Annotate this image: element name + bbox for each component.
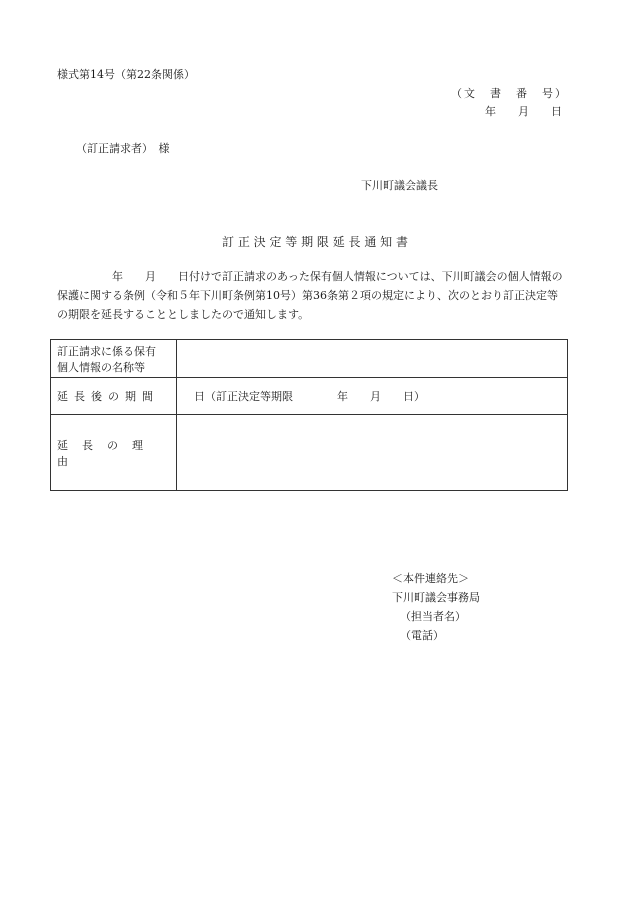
contact-block bbox=[392, 569, 480, 645]
header-text: 延長の理由 bbox=[57, 438, 157, 468]
header-text: 訂正請求に係る保有 bbox=[57, 344, 156, 358]
body-paragraph bbox=[57, 267, 572, 324]
extended-period-value: 日（訂正決定等期限 年 月 日） bbox=[177, 378, 568, 415]
contact-phone: （電話） bbox=[400, 629, 444, 642]
recipient: （訂正請求者） 様 bbox=[76, 142, 170, 155]
info-table bbox=[50, 339, 568, 491]
header-line bbox=[57, 343, 170, 359]
record-name-value bbox=[177, 340, 568, 378]
document-date: 年 月 日 bbox=[485, 105, 562, 118]
header-text: 延長後の期間 bbox=[57, 390, 159, 403]
table-row bbox=[51, 415, 568, 491]
body-line: 保護に関する条例（令和５年下川町条例第10号）第36条第２項の規定により、次のとおり訂正決定等 bbox=[57, 289, 558, 302]
row-header-reason bbox=[51, 415, 177, 491]
contact-office: 下川町議会事務局 bbox=[392, 591, 480, 604]
header-text: 個人情報の名称等 bbox=[57, 360, 145, 374]
row-header-extended-period bbox=[51, 378, 177, 415]
contact-heading: ＜本件連絡先＞ bbox=[392, 572, 469, 585]
table-row bbox=[51, 378, 568, 415]
contact-person: （担当者名） bbox=[400, 610, 466, 623]
table-row bbox=[51, 340, 568, 378]
body-line: の期限を延長することとしましたので通知します。 bbox=[57, 308, 310, 321]
header-line bbox=[57, 359, 170, 375]
form-label: 様式第14号（第22条関係） bbox=[57, 68, 195, 81]
document-number: （文 書 番 号） bbox=[451, 87, 568, 100]
document-title: 訂 正 決 定 等 期 限 延 長 通 知 書 bbox=[222, 235, 408, 249]
issuer: 下川町議会議長 bbox=[361, 179, 438, 192]
row-header-record-name bbox=[51, 340, 177, 378]
reason-value bbox=[177, 415, 568, 491]
body-line: 年 月 日付けで訂正請求のあった保有個人情報については、下川町議会の個人情報の bbox=[57, 270, 563, 283]
